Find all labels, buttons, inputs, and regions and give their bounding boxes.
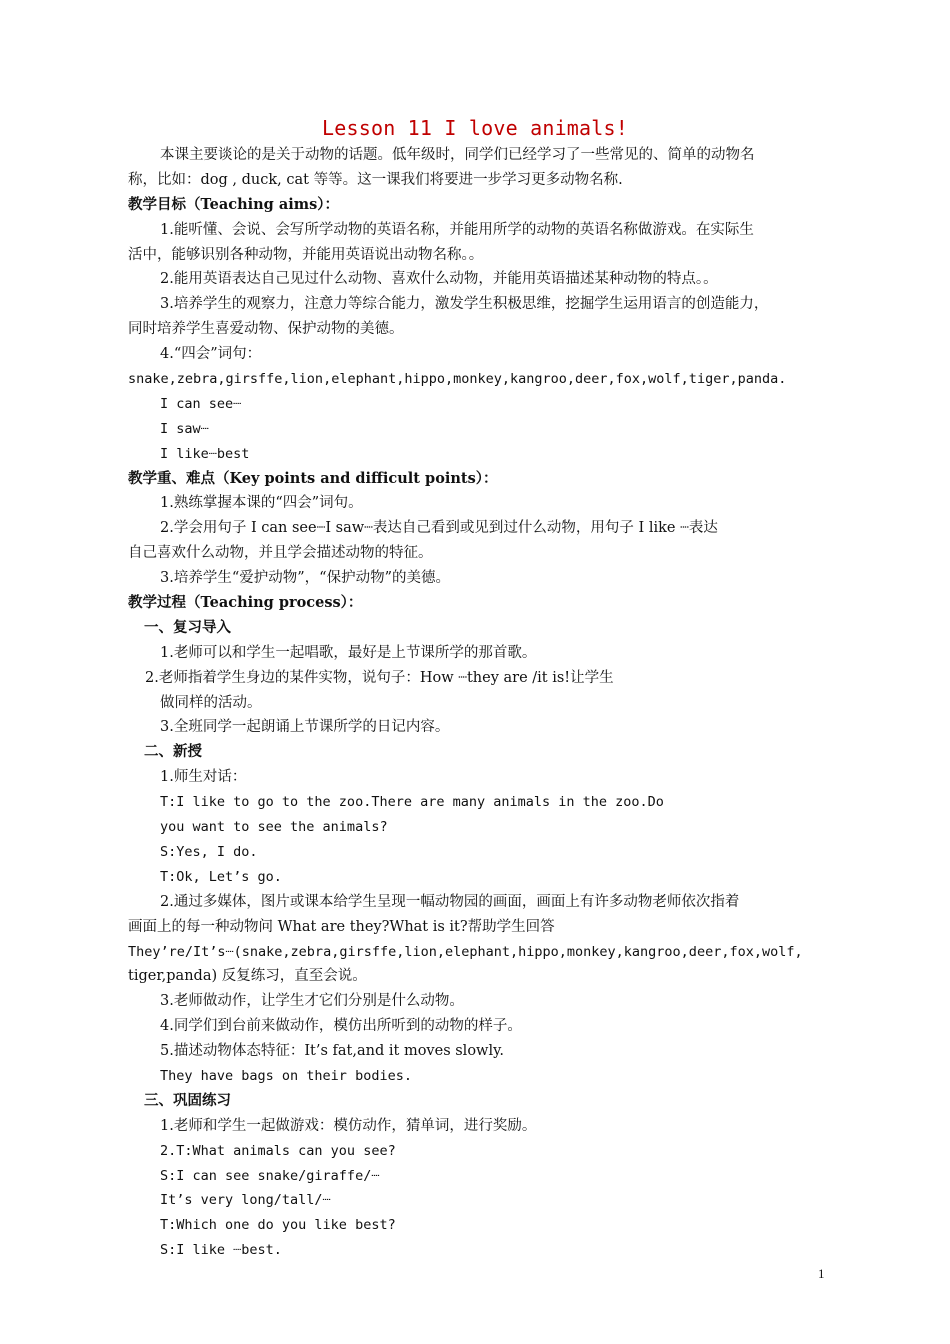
review-line: 1.老师可以和学生一起唱歌，最好是上节课所学的那首歌。 (160, 644, 537, 661)
aims-line: 2.能用英语表达自己见过什么动物、喜欢什么动物，并能用英语描述某种动物的特点。。 (160, 271, 718, 288)
aims-line: 3.培养学生的观察力，注意力等综合能力，激发学生积极思维，挖掘学生运用语言的创造能力， (160, 296, 769, 313)
review-line: 3.全班同学一起朗诵上节课所学的日记内容。 (160, 719, 450, 736)
section-heading-key-points: 教学重、难点（Key points and difficult points）： (128, 469, 498, 487)
lesson-title: Lesson 11 I love animals! (321, 116, 629, 140)
new-line: They’re/It’s┈(snake,zebra,girsffe,lion,elephant,hippo,monkey,kangroo,deer,fox,wolf, (128, 943, 803, 960)
subsection-heading-review: 一、复习导入 (144, 618, 231, 636)
practice-line: S:I can see snake/giraffe/┈ (160, 1167, 380, 1184)
new-line: 画面上的每一种动物问 What are they?What is it?帮助学生回答 (128, 918, 555, 935)
sentence-pattern: I like┈best (160, 445, 250, 462)
practice-line: 2.T:What animals can you see? (160, 1142, 396, 1159)
new-line: 2.通过多媒体，图片或课本给学生呈现一幅动物园的画面，画面上有许多动物老师依次指着 (160, 893, 740, 910)
dialogue-line: S:Yes, I do. (160, 843, 258, 860)
sentence-pattern: I can see┈ (160, 395, 242, 412)
dialogue-line: T:I like to go to the zoo.There are many animals in the zoo.Do (160, 794, 664, 811)
section-heading-aims: 教学目标（Teaching aims）： (128, 195, 340, 213)
practice-line: It’s very long/tall/┈ (160, 1192, 331, 1209)
review-line: 2.老师指着学生身边的某件实物，说句子：How ┈they are /it is!让学生 (145, 669, 614, 686)
new-line: tiger,panda) 反复练习，直至会说。 (128, 968, 367, 985)
vocabulary-list: snake,zebra,girsffe,lion,elephant,hippo,monkey,kangroo,deer,fox,wolf,tiger,panda. (128, 371, 787, 388)
intro-line: 本课主要谈论的是关于动物的话题。低年级时，同学们已经学习了一些常见的、简单的动物名 (160, 147, 755, 163)
section-heading-process: 教学过程（Teaching process）： (128, 594, 363, 612)
key-point-line: 1.熟练掌握本课的“四会”词句。 (160, 495, 363, 512)
new-line: 1.师生对话： (160, 769, 247, 786)
key-point-line: 3.培养学生“爱护动物”，“保护动物”的美德。 (160, 570, 450, 587)
practice-line: 1.老师和学生一起做游戏：模仿动作，猜单词，进行奖励。 (160, 1117, 537, 1134)
aims-line: 活中，能够识别各种动物，并能用英语说出动物名称。。 (128, 246, 484, 263)
intro-line: 称，比如：dog , duck, cat 等等。这一课我们将要进一步学习更多动物名称. (128, 171, 623, 188)
new-line: They have bags on their bodies. (160, 1067, 412, 1084)
key-point-line: 2.学会用句子 I can see┈I saw┈表达自己看到或见到过什么动物，用句子 I like ┈表达 (160, 520, 718, 537)
aims-line: 同时培养学生喜爱动物、保护动物的美德。 (128, 321, 404, 338)
practice-line: S:I like ┈best. (160, 1242, 282, 1259)
aims-line: 4.“四会”词句： (160, 346, 262, 363)
document-body (128, 143, 840, 1263)
practice-line: T:Which one do you like best? (160, 1217, 396, 1234)
review-line: 做同样的活动。 (160, 694, 262, 711)
new-line: 3.老师做动作，让学生才它们分别是什么动物。 (160, 993, 464, 1010)
sentence-pattern: I saw┈ (160, 420, 209, 437)
subsection-heading-new: 二、新授 (144, 743, 202, 761)
dialogue-line: you want to see the animals? (160, 819, 388, 836)
aims-line: 1.能听懂、会说、会写所学动物的英语名称，并能用所学的动物的英语名称做游戏。在实际生 (160, 221, 754, 238)
dialogue-line: T:Ok, Let’s go. (160, 868, 282, 885)
new-line: 5.描述动物体态特征：It’s fat,and it moves slowly. (160, 1043, 504, 1060)
key-point-line: 自己喜欢什么动物，并且学会描述动物的特征。 (128, 545, 433, 562)
page-number: 1 (818, 1266, 825, 1281)
new-line: 4.同学们到台前来做动作，模仿出所听到的动物的样子。 (160, 1018, 522, 1035)
subsection-heading-practice: 三、巩固练习 (144, 1091, 231, 1109)
